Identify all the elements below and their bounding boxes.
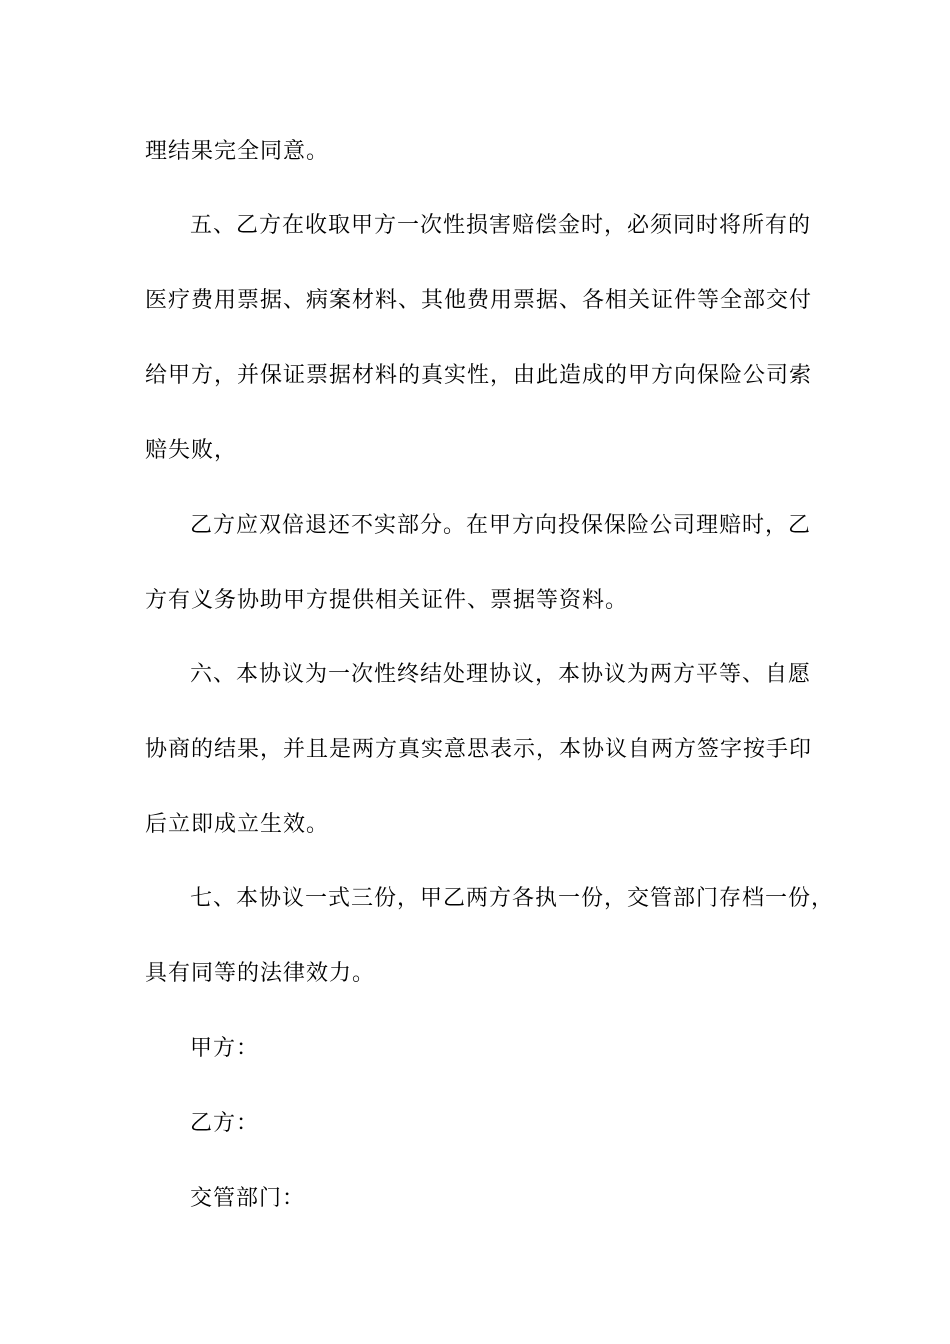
signature-party-a: 甲方： [190,1036,260,1061]
clause-7-line-1: 七、本协议一式三份，甲乙两方各执一份，交管部门存档一份， [190,886,835,911]
clause-5-line-2: 医疗费用票据、病案材料、其他费用票据、各相关证件等全部交付 [145,288,813,313]
clause-5b-line-2: 方有义务协助甲方提供相关证件、票据等资料。 [145,588,629,613]
clause-5-line-1: 五、乙方在收取甲方一次性损害赔偿金时，必须同时将所有的 [190,213,812,238]
signature-traffic-dept: 交管部门： [190,1186,306,1211]
clause-5-line-4: 赔失败， [145,438,238,463]
signature-party-b: 乙方： [190,1111,260,1136]
clause-7-line-2: 具有同等的法律效力。 [145,961,376,986]
paragraph-line-1: 理结果完全同意。 [145,139,330,164]
clause-5b-line-1: 乙方应双倍退还不实部分。在甲方向投保保险公司理赔时，乙 [190,513,812,538]
clause-5-line-3: 给甲方，并保证票据材料的真实性，由此造成的甲方向保险公司索 [145,363,813,388]
clause-6-line-1: 六、本协议为一次性终结处理协议，本协议为两方平等、自愿 [190,662,812,687]
clause-6-line-2: 协商的结果，并且是两方真实意思表示，本协议自两方签字按手印 [145,737,813,762]
clause-6-line-3: 后立即成立生效。 [145,812,330,837]
